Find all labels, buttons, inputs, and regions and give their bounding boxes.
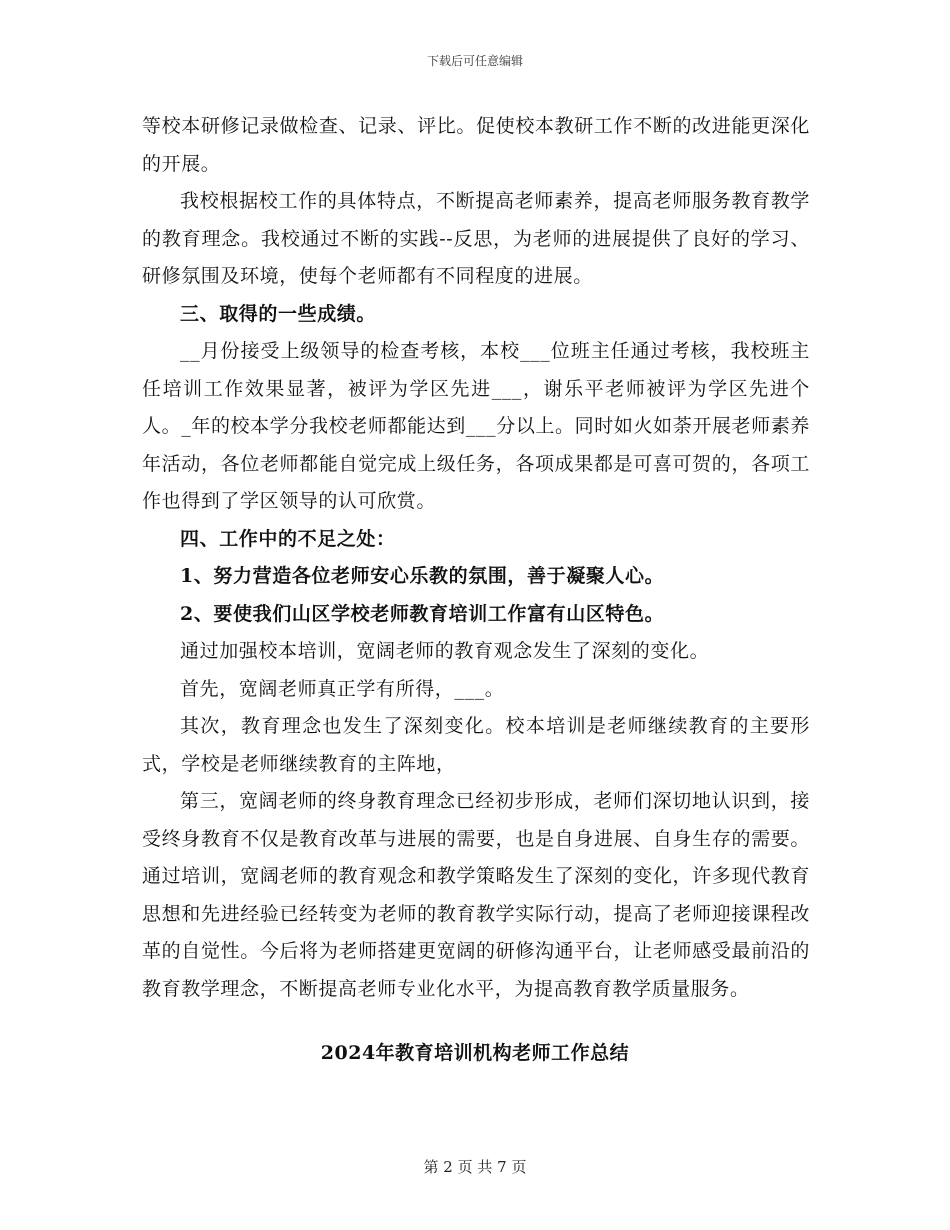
paragraph: __月份接受上级领导的检查考核，本校___位班主任通过考核，我校班主任培训工作效果显著，被评为学区先进___，谢乐平老师被评为学区先进个人。_年的校本学分我校老师都能达到___分以上。同时如火如荼开展老师素养年活动，各位老师都能自觉完成上级任务，各项成果都是可喜可贺的，各项工作也得到了学区领导的认可欣赏。 [142,340,810,512]
paragraph: 首先，宽阔老师真正学有所得，___。 [180,677,505,700]
list-item: 2、要使我们山区学校老师教育培训工作富有山区特色。 [180,602,665,625]
paragraph: 第三，宽阔老师的终身教育理念已经初步形成，老师们深切地认识到，接受终身教育不仅是教育改革与进展的需要，也是自身进展、自身生存的需要。通过培训，宽阔老师的教育观念和教学策略发生了深刻的变化，许多现代教育思想和先进经验已经转变为老师的教育教学实际行动，提高了老师迎接课程改革的自觉性。今后将为老师搭建更宽阔的研修沟通平台，让老师感受最前沿的教育教学理念，不断提高老师专业化水平，为提高教育教学质量服务。 [142,790,810,1000]
paragraph: 其次，教育理念也发生了深刻变化。校本培训是老师继续教育的主要形式，学校是老师继续教育的主阵地， [142,715,810,775]
list-item: 1、努力营造各位老师安心乐教的氛围，善于凝聚人心。 [180,565,665,587]
paragraph: 等校本研修记录做检查、记录、评比。促使校本教研工作不断的改进能更深化的开展。 [142,115,810,175]
paragraph: 通过加强校本培训，宽阔老师的教育观念发生了深刻的变化。 [180,640,710,662]
document-body [142,108,810,1008]
paragraph: 我校根据校工作的具体特点，不断提高老师素养，提高老师服务教育教学的教育理念。我校通过不断的实践--反思，为老师的进展提供了良好的学习、研修氛围及环境，使每个老师都有不同程度的进展。 [142,190,810,287]
section-heading: 三、取得的一些成绩。 [180,302,377,325]
section-heading: 四、工作中的不足之处： [180,527,396,550]
document-title: 2024年教育培训机构老师工作总结 [320,1042,630,1064]
page-header-note: 下载后可任意编辑 [426,54,523,68]
page-number: 第 2 页 共 7 页 [423,1158,527,1176]
